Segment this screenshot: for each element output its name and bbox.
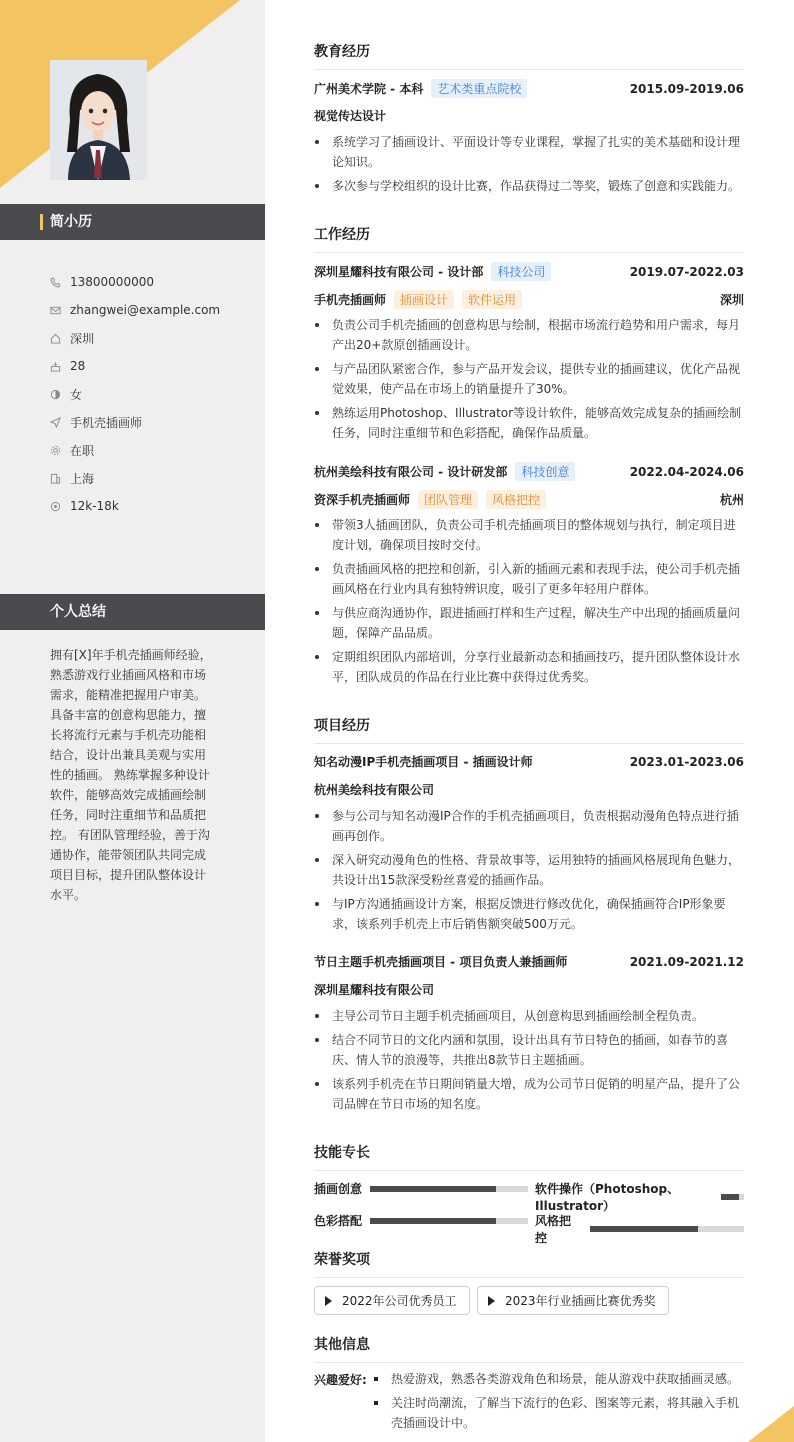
- skill-item: [535, 1180, 744, 1214]
- play-triangle-icon: [325, 1296, 332, 1306]
- summary-title-band: 个人总结: [0, 594, 265, 630]
- play-triangle-icon: [488, 1296, 495, 1306]
- school-tag: 艺术类重点院校: [431, 79, 527, 98]
- major-name: 视觉传达设计: [314, 109, 387, 123]
- skill-bar: [721, 1194, 744, 1200]
- contact-list: [50, 268, 220, 520]
- list-item: 负责插画风格的把控和创新，引入新的插画元素和表现手法，使公司手机壳插画风格在行业内具有独特辨识度，吸引了更多年轻用户群体。: [314, 559, 744, 599]
- contact-text: 上海: [70, 471, 95, 486]
- job-1-bullets: [314, 315, 744, 447]
- contact-text: 28: [70, 359, 86, 373]
- avatar: [50, 60, 147, 180]
- job-1-role: [314, 290, 744, 309]
- skill-item: [535, 1212, 744, 1246]
- company-tag: 科技创意: [515, 462, 575, 481]
- section-title-awards: 荣誉奖项: [314, 1249, 744, 1278]
- list-item: 关注时尚潮流，了解当下流行的色彩、图案等元素，将其融入手机壳插画设计中。: [374, 1393, 744, 1433]
- contact-text: 12k-18k: [70, 499, 119, 513]
- contact-status: [50, 436, 220, 464]
- list-item: 系统学习了插画设计、平面设计等专业课程，掌握了扎实的美术基础和设计理论知识。: [314, 132, 744, 172]
- project-date: 2021.09-2021.12: [629, 954, 744, 969]
- section-title-other: 其他信息: [314, 1334, 744, 1363]
- list-item: 带领3人插画团队，负责公司手机壳插画项目的整体规划与执行，制定项目进度计划，确保项目按时交付。: [314, 515, 744, 555]
- list-item: 负责公司手机壳插画的创意构思与绘制，根据市场流行趋势和用户需求，每月产出20+款原创插画设计。: [314, 315, 744, 355]
- education-date: 2015.09-2019.06: [629, 81, 744, 96]
- role-name: 资深手机壳插画师: [314, 493, 411, 507]
- role-tag: 软件运用: [462, 290, 522, 309]
- skill-name: 软件操作（Photoshop、Illustrator）: [535, 1182, 680, 1213]
- role-tag: 团队管理: [418, 490, 478, 509]
- project-1-company: [314, 781, 744, 798]
- age-icon: [50, 361, 70, 372]
- gender-icon: [50, 389, 70, 400]
- portrait-photo: [50, 60, 147, 180]
- project-company: 杭州美绘科技有限公司: [314, 783, 435, 797]
- summary-text: 拥有[X]年手机壳插画师经验，熟悉游戏行业插画风格和市场需求，能精准把握用户审美。具备丰富的创意构思能力，擅长将流行元素与手机壳功能相结合，设计出兼具美观与实用性的插画。 熟练掌握多种设计软件，能够高效完成插画绘制任务，同时注重细节和品质把控。 有团队管理经验，善于沟通协作，能带领团队共同完成项目目标，提升团队整体设计水平。: [50, 648, 212, 902]
- contact-text: 13800000000: [70, 275, 154, 289]
- skill-bar-fill: [370, 1218, 496, 1224]
- project-2-company: [314, 981, 744, 998]
- contact-age: [50, 352, 220, 380]
- building-icon: [50, 473, 70, 484]
- school-name: 广州美术学院 - 本科: [314, 82, 424, 96]
- list-item: 定期组织团队内部培训，分享行业最新动态和插画技巧，提升团队整体设计水平，团队成员的作品在行业比赛中获得过优秀奖。: [314, 647, 744, 687]
- skill-bar-fill: [590, 1226, 698, 1232]
- skill-item: [314, 1180, 528, 1197]
- section-title-skills: 技能专长: [314, 1142, 744, 1171]
- list-item: 热爱游戏，熟悉各类游戏角色和场景，能从游戏中获取插画灵感。: [374, 1369, 744, 1389]
- job-date: 2019.07-2022.03: [629, 264, 744, 279]
- skill-bar-fill: [721, 1194, 740, 1200]
- list-item: 主导公司节日主题手机壳插画项目，从创意构思到插画绘制全程负责。: [314, 1006, 744, 1026]
- skill-item: [314, 1212, 528, 1229]
- hobby-list: [374, 1369, 744, 1437]
- contact-city: [50, 464, 220, 492]
- send-icon: [50, 417, 70, 428]
- skill-name: 插画创意: [314, 1182, 363, 1196]
- gear-icon: [50, 445, 70, 456]
- contact-location: [50, 324, 220, 352]
- education-bullets: [314, 132, 744, 200]
- project-name: 节日主题手机壳插画项目 - 项目负责人兼插画师: [314, 955, 568, 969]
- role-tag: 风格把控: [486, 490, 546, 509]
- decorative-corner-triangle: [748, 1406, 794, 1442]
- list-item: 该系列手机壳在节日期间销量大增，成为公司节日促销的明星产品，提升了公司品牌在节日市场的知名度。: [314, 1074, 744, 1114]
- section-title-education: 教育经历: [314, 41, 744, 70]
- skill-bar: [370, 1186, 528, 1192]
- hobby-label: 兴趣爱好:: [314, 1373, 367, 1387]
- company-name: 杭州美绘科技有限公司 - 设计研发部: [314, 465, 508, 479]
- home-icon: [50, 333, 70, 344]
- project-1-bullets: [314, 806, 744, 938]
- job-2-bullets: [314, 515, 744, 691]
- list-item: 多次参与学校组织的设计比赛，作品获得过二等奖，锻炼了创意和实践能力。: [314, 176, 744, 196]
- job-date: 2022.04-2024.06: [629, 464, 744, 479]
- phone-icon: [50, 277, 70, 288]
- award-text: 2023年行业插画比赛优秀奖: [505, 1294, 656, 1308]
- role-tag: 插画设计: [394, 290, 454, 309]
- project-company: 深圳星耀科技有限公司: [314, 983, 435, 997]
- skill-name: 风格把控: [535, 1214, 572, 1245]
- company-tag: 科技公司: [491, 262, 551, 281]
- section-title-projects: 项目经历: [314, 715, 744, 744]
- company-name: 深圳星耀科技有限公司 - 设计部: [314, 265, 484, 279]
- contact-text: 女: [70, 387, 83, 402]
- skill-bar: [590, 1226, 744, 1232]
- list-item: 熟练运用Photoshop、Illustrator等设计软件，能够高效完成复杂的插画绘制任务，同时注重细节和色彩搭配，确保作品质量。: [314, 403, 744, 443]
- education-header: [314, 79, 744, 98]
- project-2-bullets: [314, 1006, 744, 1118]
- mail-icon: [50, 305, 70, 316]
- contact-email: [50, 296, 220, 324]
- skill-bar: [370, 1218, 528, 1224]
- project-date: 2023.01-2023.06: [629, 754, 744, 769]
- contact-position: [50, 408, 220, 436]
- list-item: 深入研究动漫角色的性格、背景故事等，运用独特的插画风格展现角色魅力，共设计出15款深受粉丝喜爱的插画作品。: [314, 850, 744, 890]
- sidebar: [0, 0, 265, 1442]
- job-2-header: [314, 462, 744, 481]
- section-title-work: 工作经历: [314, 224, 744, 253]
- contact-salary: [50, 492, 220, 520]
- contact-text: 深圳: [70, 331, 95, 346]
- project-1-header: [314, 753, 744, 770]
- award-badge: [477, 1286, 669, 1315]
- contact-gender: [50, 380, 220, 408]
- job-city: 杭州: [719, 493, 744, 507]
- award-badge: [314, 1286, 470, 1315]
- role-name: 手机壳插画师: [314, 293, 387, 307]
- job-2-role: [314, 490, 744, 509]
- salary-icon: [50, 501, 70, 512]
- education-major: [314, 107, 744, 124]
- resume-title-band: 简小历: [0, 204, 265, 240]
- project-2-header: [314, 953, 744, 970]
- contact-phone: [50, 268, 220, 296]
- list-item: 与IP方沟通插画设计方案，根据反馈进行修改优化，确保插画符合IP形象要求，该系列手机壳上市后销售额突破500万元。: [314, 894, 744, 934]
- job-1-header: [314, 262, 744, 281]
- skill-bar-fill: [370, 1186, 496, 1192]
- list-item: 参与公司与知名动漫IP合作的手机壳插画项目，负责根据动漫角色特点进行插画再创作。: [314, 806, 744, 846]
- skill-name: 色彩搭配: [314, 1214, 363, 1228]
- list-item: 结合不同节日的文化内涵和氛围，设计出具有节日特色的插画，如春节的喜庆、情人节的浪漫等，共推出8款节日主题插画。: [314, 1030, 744, 1070]
- list-item: 与产品团队紧密合作，参与产品开发会议，提供专业的插画建议，优化产品视觉效果，使产品在市场上的销量提升了30%。: [314, 359, 744, 399]
- contact-text: zhangwei@example.com: [70, 303, 221, 317]
- contact-text: 手机壳插画师: [70, 415, 143, 430]
- job-city: 深圳: [719, 293, 744, 307]
- project-name: 知名动漫IP手机壳插画项目 - 插画设计师: [314, 755, 533, 769]
- award-text: 2022年公司优秀员工: [342, 1294, 457, 1308]
- list-item: 与供应商沟通协作，跟进插画打样和生产过程，解决生产中出现的插画质量问题，保障产品品质。: [314, 603, 744, 643]
- contact-text: 在职: [70, 443, 95, 458]
